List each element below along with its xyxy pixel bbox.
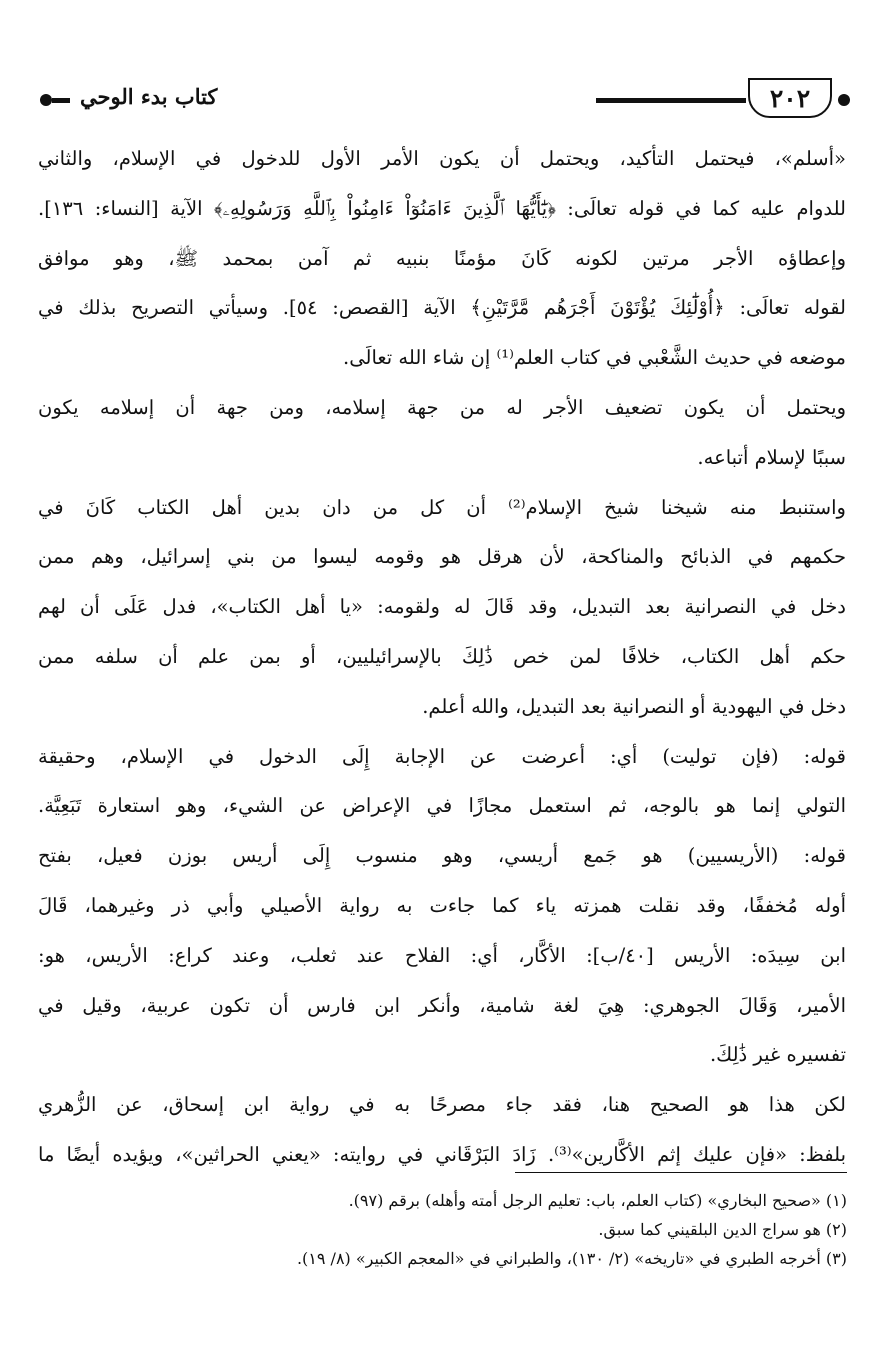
footnote: (١) «صحيح البخاري» (كتاب العلم، باب: تعليم الرجل أمته وأهله) برقم (٩٧). xyxy=(348,1191,847,1210)
text-line: حكم أهل الكتاب، خلافًا لمن خص ذَٰلِكَ بالإسرائيليين، أو بمن علم أن سلفه ممن xyxy=(38,644,846,668)
text-line: موضعه في حديث الشَّعْبي في كتاب العلم⁽¹⁾ إن شاء الله تعالَى. xyxy=(343,346,846,370)
header-rule xyxy=(596,98,746,103)
header-ornament-dot xyxy=(40,94,52,106)
footnote: (٢) هو سراج الدين البلقيني كما سبق. xyxy=(598,1220,847,1239)
text-line: للدوام عليه كما في قوله تعالَى: ﴿يَٰٓأَيُّهَا ٱلَّذِينَ ءَامَنُوٓاْ ءَامِنُواْ بِٱللَّهِ وَرَسُولِهِۦ﴾ الآية [النساء: ١٣٦]. xyxy=(38,196,846,220)
main-text xyxy=(38,134,846,1180)
footnote: (٣) أخرجه الطبري في «تاريخه» (٢/ ١٣٠)، والطبراني في «المعجم الكبير» (٨/ ١٩). xyxy=(296,1249,847,1268)
page-number: ٢٠٢ xyxy=(748,78,832,118)
running-title: كتاب بدء الوحي xyxy=(80,84,218,109)
text-line: بلفظ: «فإن عليك إثم الأكَّارين»⁽³⁾. زَادَ البَرْقَاني في روايته: «يعني الحراثين»، ويؤيده أيضًا ما xyxy=(38,1142,846,1166)
text-line: ويحتمل أن يكون تضعيف الأجر له من جهة إسلامه، ومن جهة أن إسلامه يكون xyxy=(38,395,846,419)
text-line: قوله: (الأريسيين) هو جَمع أريسي، وهو منسوب إِلَى أريس بوزن فعيل، بفتح xyxy=(38,844,846,868)
text-line: دخل في النصرانية بعد التبديل، وقد قَالَ له ولقومه: «يا أهل الكتاب»، فدل عَلَى أن لهم xyxy=(38,595,846,619)
text-line: «أسلم»، فيحتمل التأكيد، ويحتمل أن يكون الأمر الأول للدخول في الإسلام، والثاني xyxy=(38,147,846,170)
header-rule-short xyxy=(52,98,70,103)
footnote-separator xyxy=(515,1172,847,1173)
footnotes xyxy=(39,1186,847,1273)
text-line: واستنبط منه شيخنا شيخ الإسلام⁽²⁾ أن كل من دان بدين أهل الكتاب كَانَ في xyxy=(38,495,846,519)
header-ornament-dot xyxy=(838,94,850,106)
text-line: لكن هذا هو الصحيح هنا، فقد جاء مصرحًا به في رواية ابن إسحاق، عن الزُّهري xyxy=(38,1093,846,1117)
text-line: قوله: (فإن توليت) أي: أعرضت عن الإجابة إِلَى الدخول في الإسلام، وحقيقة xyxy=(38,744,846,768)
text-line: الأمير، وَقَالَ الجوهري: هِيَ لغة شامية، وأنكر ابن فارس أن تكون عربية، وقيل في xyxy=(38,993,846,1017)
text-line: دخل في اليهودية أو النصرانية بعد التبديل، والله أعلم. xyxy=(422,694,846,718)
text-line: تفسيره غير ذَٰلِكَ. xyxy=(709,1043,846,1067)
text-line: سببًا لإسلام أتباعه. xyxy=(697,445,846,469)
text-line: وإعطاؤه الأجر مرتين لكونه كَانَ مؤمنًا بنبيه ثم آمن بمحمد ﷺ، وهو موافق xyxy=(38,246,846,270)
text-line: التولي إنما هو بالوجه، ثم استعمل مجازًا في الإعراض عن الشيء، وهو استعارة تَبَعِيَّة. xyxy=(38,794,846,818)
text-line: ابن سِيدَه: الأريس [٤٠/ب]: الأكَّار، أي: الفلاح عند ثعلب، وعند كراع: الأريس، هو: xyxy=(38,943,846,967)
running-header xyxy=(40,78,850,124)
text-line: أوله مُخففًا، وقد نقلت همزته ياء كما جاءت به رواية الأصيلي وأبي ذر وغيرهما، قَالَ xyxy=(38,893,846,917)
text-line: لقوله تعالَى: ﴿أُوْلَٰٓئِكَ يُؤْتَوْنَ أَجْرَهُم مَّرَّتَيْنِ﴾ الآية [القصص: ٥٤]. وسيأتي التصريح بذلك في xyxy=(38,296,846,320)
text-line: حكمهم في الذبائح والمناكحة، لأن هرقل هو وقومه ليسوا من بني إسرائيل، وهم ممن xyxy=(38,545,846,569)
